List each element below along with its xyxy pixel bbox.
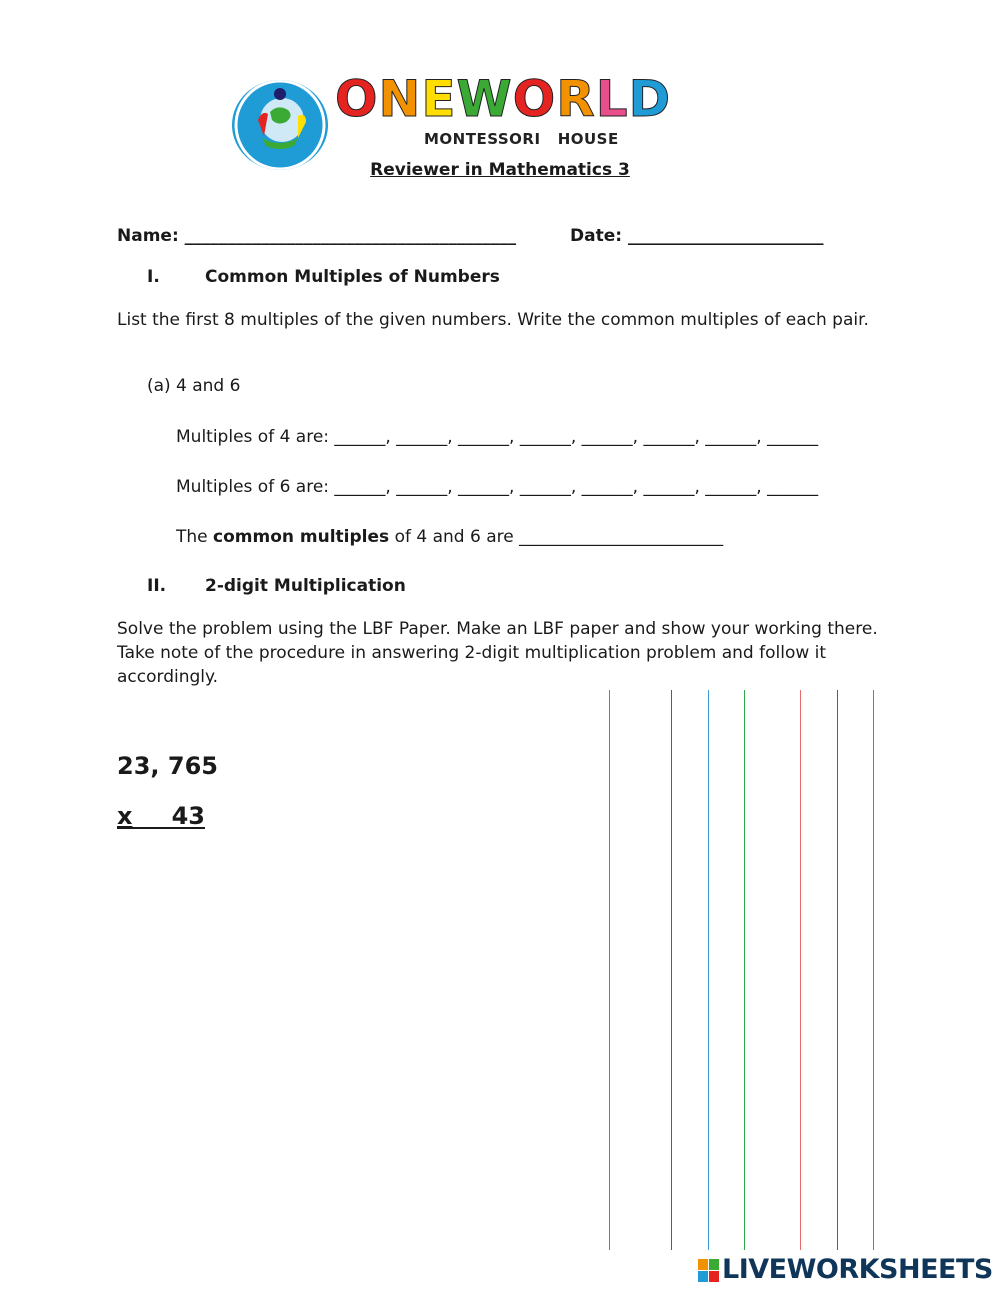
logo-letter: L (595, 70, 629, 128)
common-pre: The (176, 527, 214, 547)
problem-bottom-number: 43 (171, 802, 205, 830)
logo-letter: O (512, 70, 557, 128)
lbf-line-1 (609, 690, 610, 1250)
lbf-line-7 (873, 690, 874, 1250)
logo-emblem (232, 80, 328, 170)
lbf-line-4 (744, 690, 745, 1250)
section-1-numeral: I. (147, 267, 160, 287)
common-multiples-line[interactable] (176, 525, 723, 549)
item-a-text: 4 and 6 (176, 376, 241, 396)
liveworksheets-badge-icon (698, 1259, 720, 1287)
section-2-instructions: Solve the problem using the LBF Paper. Make an LBF paper and show your working there. Take note of the procedure in answering 2-digit multiplication problem and follow it accordingly. (117, 619, 878, 687)
common-bold: common multiples (213, 527, 390, 547)
lbf-line-6 (837, 690, 838, 1250)
liveworksheets-brand[interactable]: LIVEWORKSHEETS (722, 1254, 993, 1285)
section-1-instructions: List the first 8 multiples of the given numbers. Write the common multiples of each pair. (117, 310, 869, 330)
date-label: Date: (570, 226, 628, 246)
problem-top-number: 23, 765 (117, 752, 218, 780)
logo-letter: R (556, 70, 596, 128)
name-label: Name: (117, 226, 185, 246)
date-line[interactable]: _______________________ (627, 226, 824, 246)
lbf-line-5 (800, 690, 801, 1250)
logo-letter: D (628, 70, 672, 128)
section-1-heading: Common Multiples of Numbers (205, 267, 500, 287)
logo-letter: O (335, 70, 379, 128)
item-a-label: (a) (147, 376, 171, 396)
section-2-heading: 2-digit Multiplication (205, 576, 406, 596)
problem-bottom-row (117, 802, 205, 830)
page-title: Reviewer in Mathematics 3 (370, 160, 630, 180)
logo-letter: N (378, 70, 422, 128)
multiples-of-6[interactable]: Multiples of 6 are: ______, ______, ______, ______, ______, ______, ______, ______ (176, 477, 819, 497)
name-field (117, 224, 516, 248)
logo-wordmark (335, 70, 672, 128)
globe-people-icon (232, 80, 328, 170)
multiply-sign: x (117, 802, 133, 830)
logo-letter: E (421, 70, 457, 128)
common-post: of 4 and 6 are ________________________ (389, 527, 724, 547)
lbf-line-3 (708, 690, 709, 1250)
problem-underline (117, 827, 205, 829)
logo-letter: W (456, 70, 513, 128)
lbf-line-2 (671, 690, 672, 1250)
logo-subtitle: MONTESSORI HOUSE (424, 130, 619, 148)
section-2-numeral: II. (147, 576, 167, 596)
date-field (570, 224, 823, 248)
name-line[interactable]: _______________________________________ (184, 226, 517, 246)
multiples-of-4[interactable]: Multiples of 4 are: ______, ______, ______, ______, ______, ______, ______, ______ (176, 427, 819, 447)
